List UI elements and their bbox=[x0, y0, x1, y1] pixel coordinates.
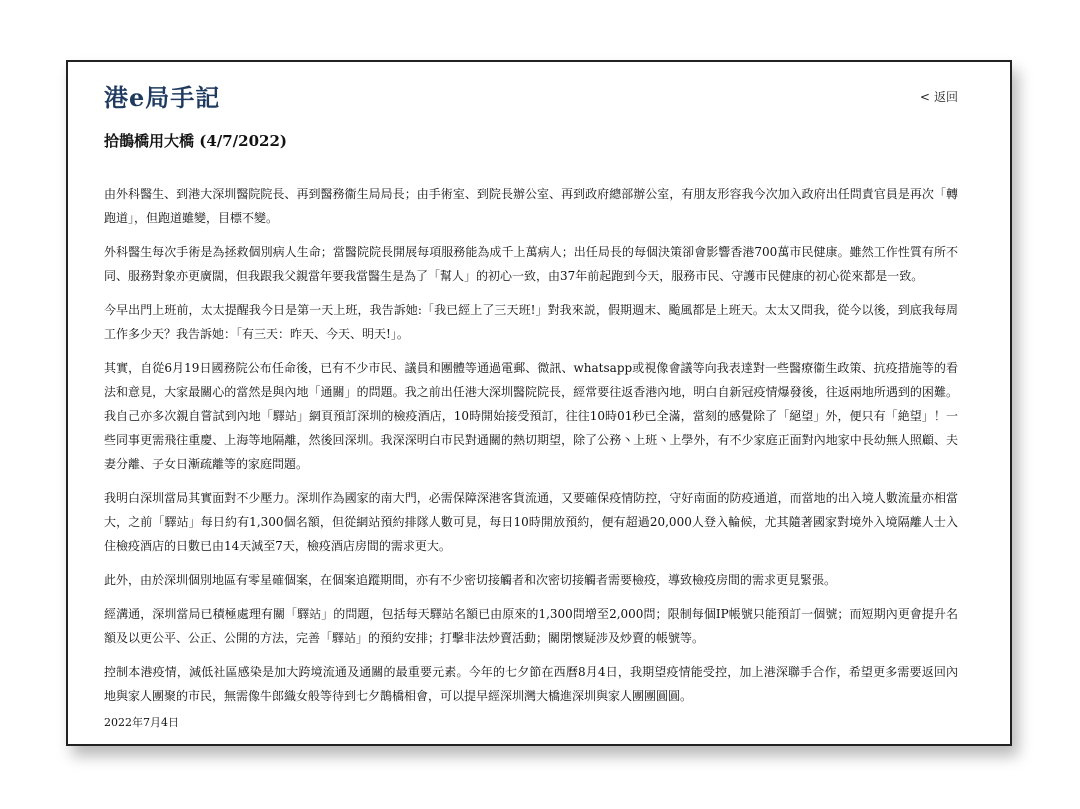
chevron-left-icon: < bbox=[919, 89, 930, 104]
paragraph: 其實，自從6月19日國務院公布任命後，已有不少市民、議員和團體等通過電郵、微訊、whatsapp或視像會議等向我表達對一些醫療衞生政策、抗疫措施等的看法和意見，大家最關心的當然是與內地「通關」的問題。我之前出任港大深圳醫院院長，經常要往返香港內地，明白自新冠疫情爆發後，往返兩地所遇到的困難。我自己亦多次親自嘗試到內地「驛站」網頁預訂深圳的檢疫酒店，10時開始接受預訂，往往10時01秒已全滿，當刻的感覺除了「絕望」外，便只有「絶望」！一些同事更需飛往重慶、上海等地隔離，然後回深圳。我深深明白市民對通關的熱切期望，除了公務丶上班丶上學外，有不少家庭正面對內地家中長幼無人照顧、夫妻分離、子女日漸疏離等的家庭問題。 bbox=[104, 361, 958, 471]
article-frame bbox=[66, 60, 1012, 746]
article-date: 2022年7月4日 bbox=[104, 716, 179, 729]
paragraph: 經溝通，深圳當局已積極處理有關「驛站」的問題，包括每天驛站名額已由原來的1,300問增至2,000問；限制每個IP帳號只能預訂一個號；而短期內更會提升名額及以更公平、公正、公開的方法，完善「驛站」的預約安排；打擊非法炒賣活動；關閉懷疑涉及炒賣的帳號等。 bbox=[104, 607, 958, 645]
paragraph: 今早出門上班前，太太提醒我今日是第一天上班，我告訴她:「我已經上了三天班!」對我來説，假期週末、颱風都是上班天。太太又問我，從今以後，到底我每周工作多少天？我告訴她：「有三天：昨天、今天、明天!」。 bbox=[104, 303, 958, 341]
back-label: 返回 bbox=[933, 90, 958, 104]
paragraph: 外科醫生每次手術是為拯救個別病人生命；當醫院院長開展每項服務能為成千上萬病人；出任局長的每個決策卻會影響香港700萬市民健康。雖然工作性質有所不同、服務對象亦更廣闊，但我跟我父親當年要我當醫生是為了「幫人」的初心一致，由37年前起跑到今天，服務市民、守護市民健康的初心從來都是一致。 bbox=[104, 245, 958, 283]
paragraph: 我明白深圳當局其實面對不少壓力。深圳作為國家的南大門，必需保障深港客貨流通，又要確保疫情防控，守好南面的防疫通道，而當地的出入境人數流量亦相當大，之前「驛站」每日約有1,300個名額，但從網站預約排隊人數可見，每日10時開放預約，便有超過20,000人登入輪候，尤其隨著國家對境外入境隔離人士入住檢疫酒店的日數已由14天減至7天，檢疫酒店房間的需求更大。 bbox=[104, 491, 958, 553]
back-button[interactable] bbox=[920, 88, 958, 105]
article-body bbox=[104, 182, 958, 718]
paragraph: 由外科醫生、到港大深圳醫院院長、再到醫務衞生局局長；由手術室、到院長辦公室、再到政府總部辦公室，有朋友形容我今次加入政府出任問責官員是再次「轉跑道」，但跑道雖變，目標不變。 bbox=[104, 187, 958, 225]
paragraph: 此外，由於深圳個別地區有零星確個案，在個案追蹤期間，亦有不少密切接觸者和次密切接觸者需要檢疫，導致檢疫房間的需求更見緊張。 bbox=[104, 573, 837, 587]
paragraph: 控制本港疫情，減低社區感染是加大跨境流通及通關的最重要元素。今年的七夕節在西曆8月4日，我期望疫情能受控，加上港深聯手合作，希望更多需要返回內地與家人團聚的市民，無需像牛郎織女般等待到七夕鵲橋相會，可以提早經深圳灣大橋進深圳與家人團團圓圓。 bbox=[104, 665, 958, 703]
header bbox=[104, 78, 958, 118]
article-title: 拾鵲橋用大橋 (4/7/2022) bbox=[104, 132, 287, 150]
site-title: 港e局手記 bbox=[104, 83, 221, 112]
